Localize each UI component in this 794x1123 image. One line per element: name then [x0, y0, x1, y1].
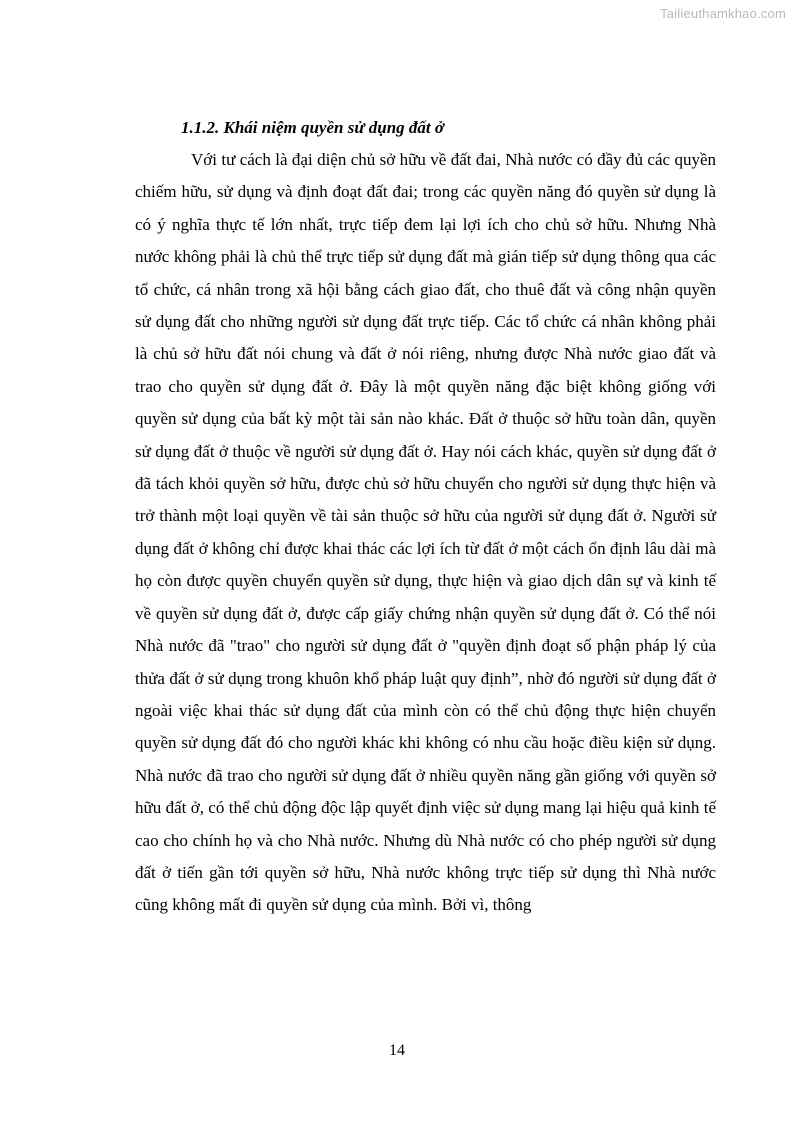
page-number: 14: [389, 1042, 405, 1059]
watermark-text: Tailieuthamkhao.com: [660, 6, 786, 21]
document-body: [135, 112, 716, 922]
body-paragraph: Với tư cách là đại diện chủ sở hữu về đất đai, Nhà nước có đầy đủ các quyền chiếm hữu, sử dụng và định đoạt đất đai; trong các quyền năng đó quyền sử dụng là có ý nghĩa thực tế lớn nhất, trực tiếp đem lại lợi ích cho chủ sở hữu. Nhưng Nhà nước không phải là chủ thể trực tiếp sử dụng đất mà gián tiếp sử dụng thông qua các tổ chức, cá nhân trong xã hội bằng cách giao đất, cho thuê đất và công nhận quyền sử dụng đất cho những người sử dụng đất trực tiếp. Các tổ chức cá nhân không phải là chủ sở hữu đất nói chung và đất ở nói riêng, nhưng được Nhà nước giao đất và trao cho quyền sử dụng đất ở. Đây là một quyền năng đặc biệt không giống với quyền sử dụng của bất kỳ một tài sản nào khác. Đất ở thuộc sở hữu toàn dân, quyền sử dụng đất ở thuộc về người sử dụng đất ở. Hay nói cách khác, quyền sử dụng đất ở đã tách khỏi quyền sở hữu, được chủ sở hữu chuyển cho người sử dụng thực hiện và trở thành một loại quyền về tài sản thuộc sở hữu của người sử dụng đất ở. Người sử dụng đất ở không chỉ được khai thác các lợi ích từ đất ở một cách ổn định lâu dài mà họ còn được quyền chuyển quyền sử dụng, thực hiện và giao dịch dân sự và kinh tế về quyền sử dụng đất ở, được cấp giấy chứng nhận quyền sử dụng đất ở. Có thể nói Nhà nước đã "trao" cho người sử dụng đất ở "quyền định đoạt số phận pháp lý của thửa đất ở sử dụng trong khuôn khổ pháp luật quy định”, nhờ đó người sử dụng đất ở ngoài việc khai thác sử dụng đất của mình còn có thể chủ động thực hiện chuyển quyền sử dụng đất đó cho người khác khi không có nhu cầu hoặc điều kiện sử dụng. Nhà nước đã trao cho người sử dụng đất ở nhiều quyền năng gần giống với quyền sở hữu đất ở, có thể chủ động độc lập quyết định việc sử dụng mang lại hiệu quả kinh tế cao cho chính họ và cho Nhà nước. Nhưng dù Nhà nước có cho phép người sử dụng đất ở tiến gần tới quyền sở hữu, Nhà nước không trực tiếp sử dụng thì Nhà nước cũng không mất đi quyền sử dụng của mình. Bởi vì, thông: [135, 150, 716, 915]
section-heading: 1.1.2. Khái niệm quyền sử dụng đất ở: [181, 118, 445, 137]
